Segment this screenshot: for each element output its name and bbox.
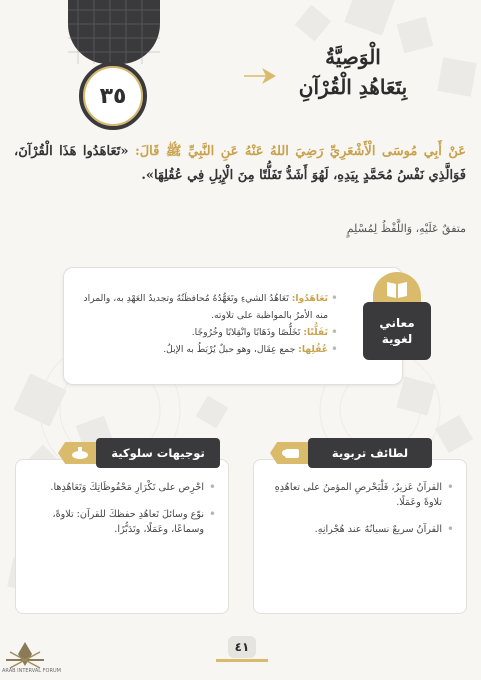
meaning-item (70, 324, 338, 341)
educational-notes-tab (270, 438, 432, 468)
educational-notes-card (253, 459, 467, 614)
title-ornament-icon (244, 66, 278, 86)
lesson-title (278, 42, 428, 102)
note-item: • القرآنُ عَزيزٌ، فَلْيَحْرصِ المؤمنُ على تعاهُدِهِ تلاوةً وعَمَلًا. (274, 480, 454, 510)
meaning-term: تَفَلُّتًا: (303, 327, 328, 338)
note-item: • القرآنُ سريعٌ نسيانُهُ عند هُجْرانِهِ. (274, 522, 454, 537)
educational-notes-title: لطائف تربوية (308, 438, 432, 468)
lesson-title-line2: بِتَعَاهُدِ الْقُرْآنِ (298, 75, 408, 99)
meaning-term: عُقُلِها: (298, 344, 328, 355)
scroll-icon (282, 446, 302, 460)
meanings-list (70, 290, 338, 358)
lesson-title-line1: الْوَصِيَّةُ (325, 45, 381, 69)
forum-logo-text: ARAB INTERVAL FORUM (2, 668, 61, 674)
meaning-definition: جمع عِقَال، وهو حبلٌ يُرْبَطُ به الإبلُ. (163, 344, 299, 355)
page-number-underline (216, 659, 268, 662)
lesson-number: ٣٥ (79, 62, 147, 130)
meanings-tab-label (363, 302, 431, 360)
meanings-tab (363, 272, 431, 382)
book-icon (385, 278, 409, 300)
meaning-definition: تَخَلُّصًا وذَهَابًا وانْقِلابًا وخُرُوجًا. (191, 327, 304, 338)
meaning-item (70, 341, 338, 358)
hadith-text (14, 140, 466, 188)
educational-notes-list (274, 480, 454, 549)
page-number: ٤١ (228, 636, 256, 658)
meanings-box (63, 267, 403, 385)
meaning-term: تَعَاهَدُوا: (291, 293, 328, 304)
meaning-item (70, 290, 338, 324)
hadith-body: «تَعَاهَدُوا هَذَا الْقُرْآنَ، فَوَالَّذِي نَفْسُ مُحَمَّدٍ بِيَدِهِ، لَهُوَ أَشَدُّ تَفَلُّتًا مِنَ الْإِبِلِ فِي عُقُلِهَا». (14, 144, 466, 183)
lesson-badge-hanger (68, 0, 160, 64)
guidance-item: • احْرِص على تَكْرَارِ مَحْفُوظَاتِكَ وَتَعَاهُدِها. (36, 480, 216, 495)
behavioral-guidance-card (15, 459, 229, 614)
meanings-tab-label-line2: لغوية (381, 332, 413, 346)
meaning-definition: تَعَاهُدُ الشيءِ وتَعَهُّدُهُ مُحافظَتُهُ وتجديدُ العَهْدِ به، والمراد منه الأمرُ بالمواظبة على تلاوته. (83, 293, 328, 321)
hadith-source: متفقٌ عَلَيْهِ، وَاللَّفْظُ لِمُسْلِمٍ (346, 222, 466, 235)
behavioral-guidance-tab (58, 438, 220, 468)
lamp-icon (70, 446, 90, 460)
badge-pattern (68, 0, 160, 64)
behavioral-guidance-title: توجيهات سلوكية (96, 438, 220, 468)
meanings-tab-label-line1: معاني (379, 316, 415, 330)
behavioral-guidance-list (36, 480, 216, 549)
guidance-item: • نوّع وسائلَ تَعاهُدِ حفظكَ للقرآن: تلاوةً، وسماعًا، وعَمَلًا، وتَدَبُّرًا. (36, 507, 216, 537)
hadith-narrator: عَنْ أَبِي مُوسَى الْأَشْعَرِيِّ رَضِيَ اللهُ عَنْهُ عَنِ النَّبِيِّ ﷺ قَالَ: (134, 144, 466, 159)
